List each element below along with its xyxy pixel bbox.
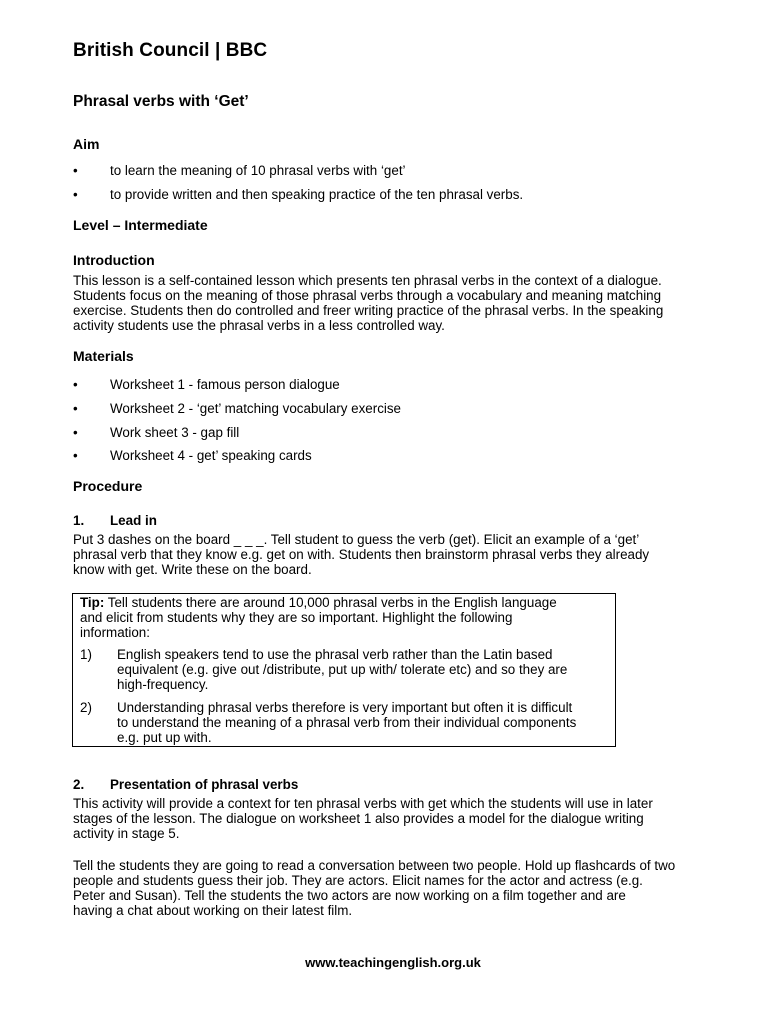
tip-label: Tip: <box>80 595 105 610</box>
tip-intro: Tip: Tell students there are around 10,000 phrasal verbs in the English language and elicit from students why they are so important. Highlight the following information: <box>80 595 557 640</box>
page-title: Phrasal verbs with ‘Get’ <box>73 93 249 110</box>
materials-heading: Materials <box>73 348 134 364</box>
tip-box: Tip: Tell students there are around 10,000 phrasal verbs in the English language and elicit from students why they are so important. Highlight the following information: 1) English speakers tend to use the phrasal verb rather than the Latin based equivalent (e.g. give out /distribute, put up with/ tolerate etc) and so they are high-frequency. 2) Understanding phrasal verbs therefore is very important but often it is difficult to understand the meaning of a phrasal verb from their individual components e.g. put up with. <box>72 593 616 747</box>
bullet-icon: • <box>73 163 78 178</box>
bullet-icon: • <box>73 448 78 463</box>
aim-heading: Aim <box>73 136 100 152</box>
bullet-icon: • <box>73 377 78 392</box>
step-2-paragraph: Tell the students they are going to read a conversation between two people. Hold up flashcards of two people and students guess their job. They are actors. Elicit names for the actor and actress (e.g. Peter and Susan). Tell the students the two actors are now working on a film together and are having a chat about working on their latest film. <box>73 858 676 918</box>
introduction-heading: Introduction <box>73 252 155 268</box>
step-2-paragraph: This activity will provide a context for ten phrasal verbs with get which the students will use in later stages of the lesson. The dialogue on worksheet 1 also provides a model for the dialogue writing activity in stage 5. <box>73 796 653 841</box>
introduction-paragraph: This lesson is a self-contained lesson which presents ten phrasal verbs in the context of a dialogue. Students focus on the meaning of those phrasal verbs through a vocabulary and meaning matching exercise. Students then do controlled and freer writing practice of the phrasal verbs. In the speaking activity students use the phrasal verbs in a less controlled way. <box>73 273 664 333</box>
organization-title: British Council | BBC <box>73 40 268 61</box>
bullet-icon: • <box>73 187 78 202</box>
website-link[interactable]: www.teachingenglish.org.uk <box>305 955 481 970</box>
document-page: British Council | BBC Phrasal verbs with ‘Get’ Aim • to learn the meaning of 10 phrasal verbs with ‘get’ • to provide written and then speaking practice of the ten phrasal verbs. Level – Intermediate Introduction This lesson is a self-contained lesson which presents ten phrasal verbs in the context of a dialogue. Students focus on the meaning of those phrasal verbs through a vocabulary and meaning matching exercise. Students then do controlled and freer writing practice of the phrasal verbs. In the speaking activity students use the phrasal verbs in a less controlled way. Materials • Worksheet 1 - famous person dialogue • Worksheet 2 - ‘get’ matching vocabulary exercise • Work sheet 3 - gap fill • Worksheet 4 - get’ speaking cards Procedure 1. Lead in Put 3 dashes on the board _ _ _. Tell student to guess the verb (get). Elicit an example of a ‘get’ phrasal verb that they know e.g. get on with. Students then brainstorm phrasal verbs they already know with get. Write these on the board. Tip: Tell students there are around 10,000 phrasal verbs in the English language and elicit from students why they are so important. Highlight the following information: 1) English speakers tend to use the phrasal verb rather than the Latin based equivalent (e.g. give out /distribute, put up with/ tolerate etc) and so they are high-frequency. 2) Understanding phrasal verbs therefore is very important but often it is difficult to understand the meaning of a phrasal verb from their individual components e.g. put up with. 2. Presentation of phrasal verbs This activity will provide a context for ten phrasal verbs with get which the students will use in later stages of the lesson. The dialogue on worksheet 1 also provides a model for the dialogue writing activity in stage 5. Tell the students they are going to read a conversation between two people. Hold up flashcards of two people and students guess their job. They are actors. Elicit names for the actor and actress (e.g. Peter and Susan). Tell the students the two actors are now working on a film together and are having a chat about working on their latest film. www.teachingenglish.org.uk <box>0 0 768 1024</box>
bullet-icon: • <box>73 425 78 440</box>
footer-url <box>0 955 768 970</box>
bullet-icon: • <box>73 401 78 416</box>
step-1-paragraph: Put 3 dashes on the board _ _ _. Tell student to guess the verb (get). Elicit an example of a ‘get’ phrasal verb that they know e.g. get on with. Students then brainstorm phrasal verbs they already know with get. Write these on the board. <box>73 532 650 577</box>
procedure-heading: Procedure <box>73 478 143 494</box>
level-heading: Level – Intermediate <box>73 217 208 233</box>
